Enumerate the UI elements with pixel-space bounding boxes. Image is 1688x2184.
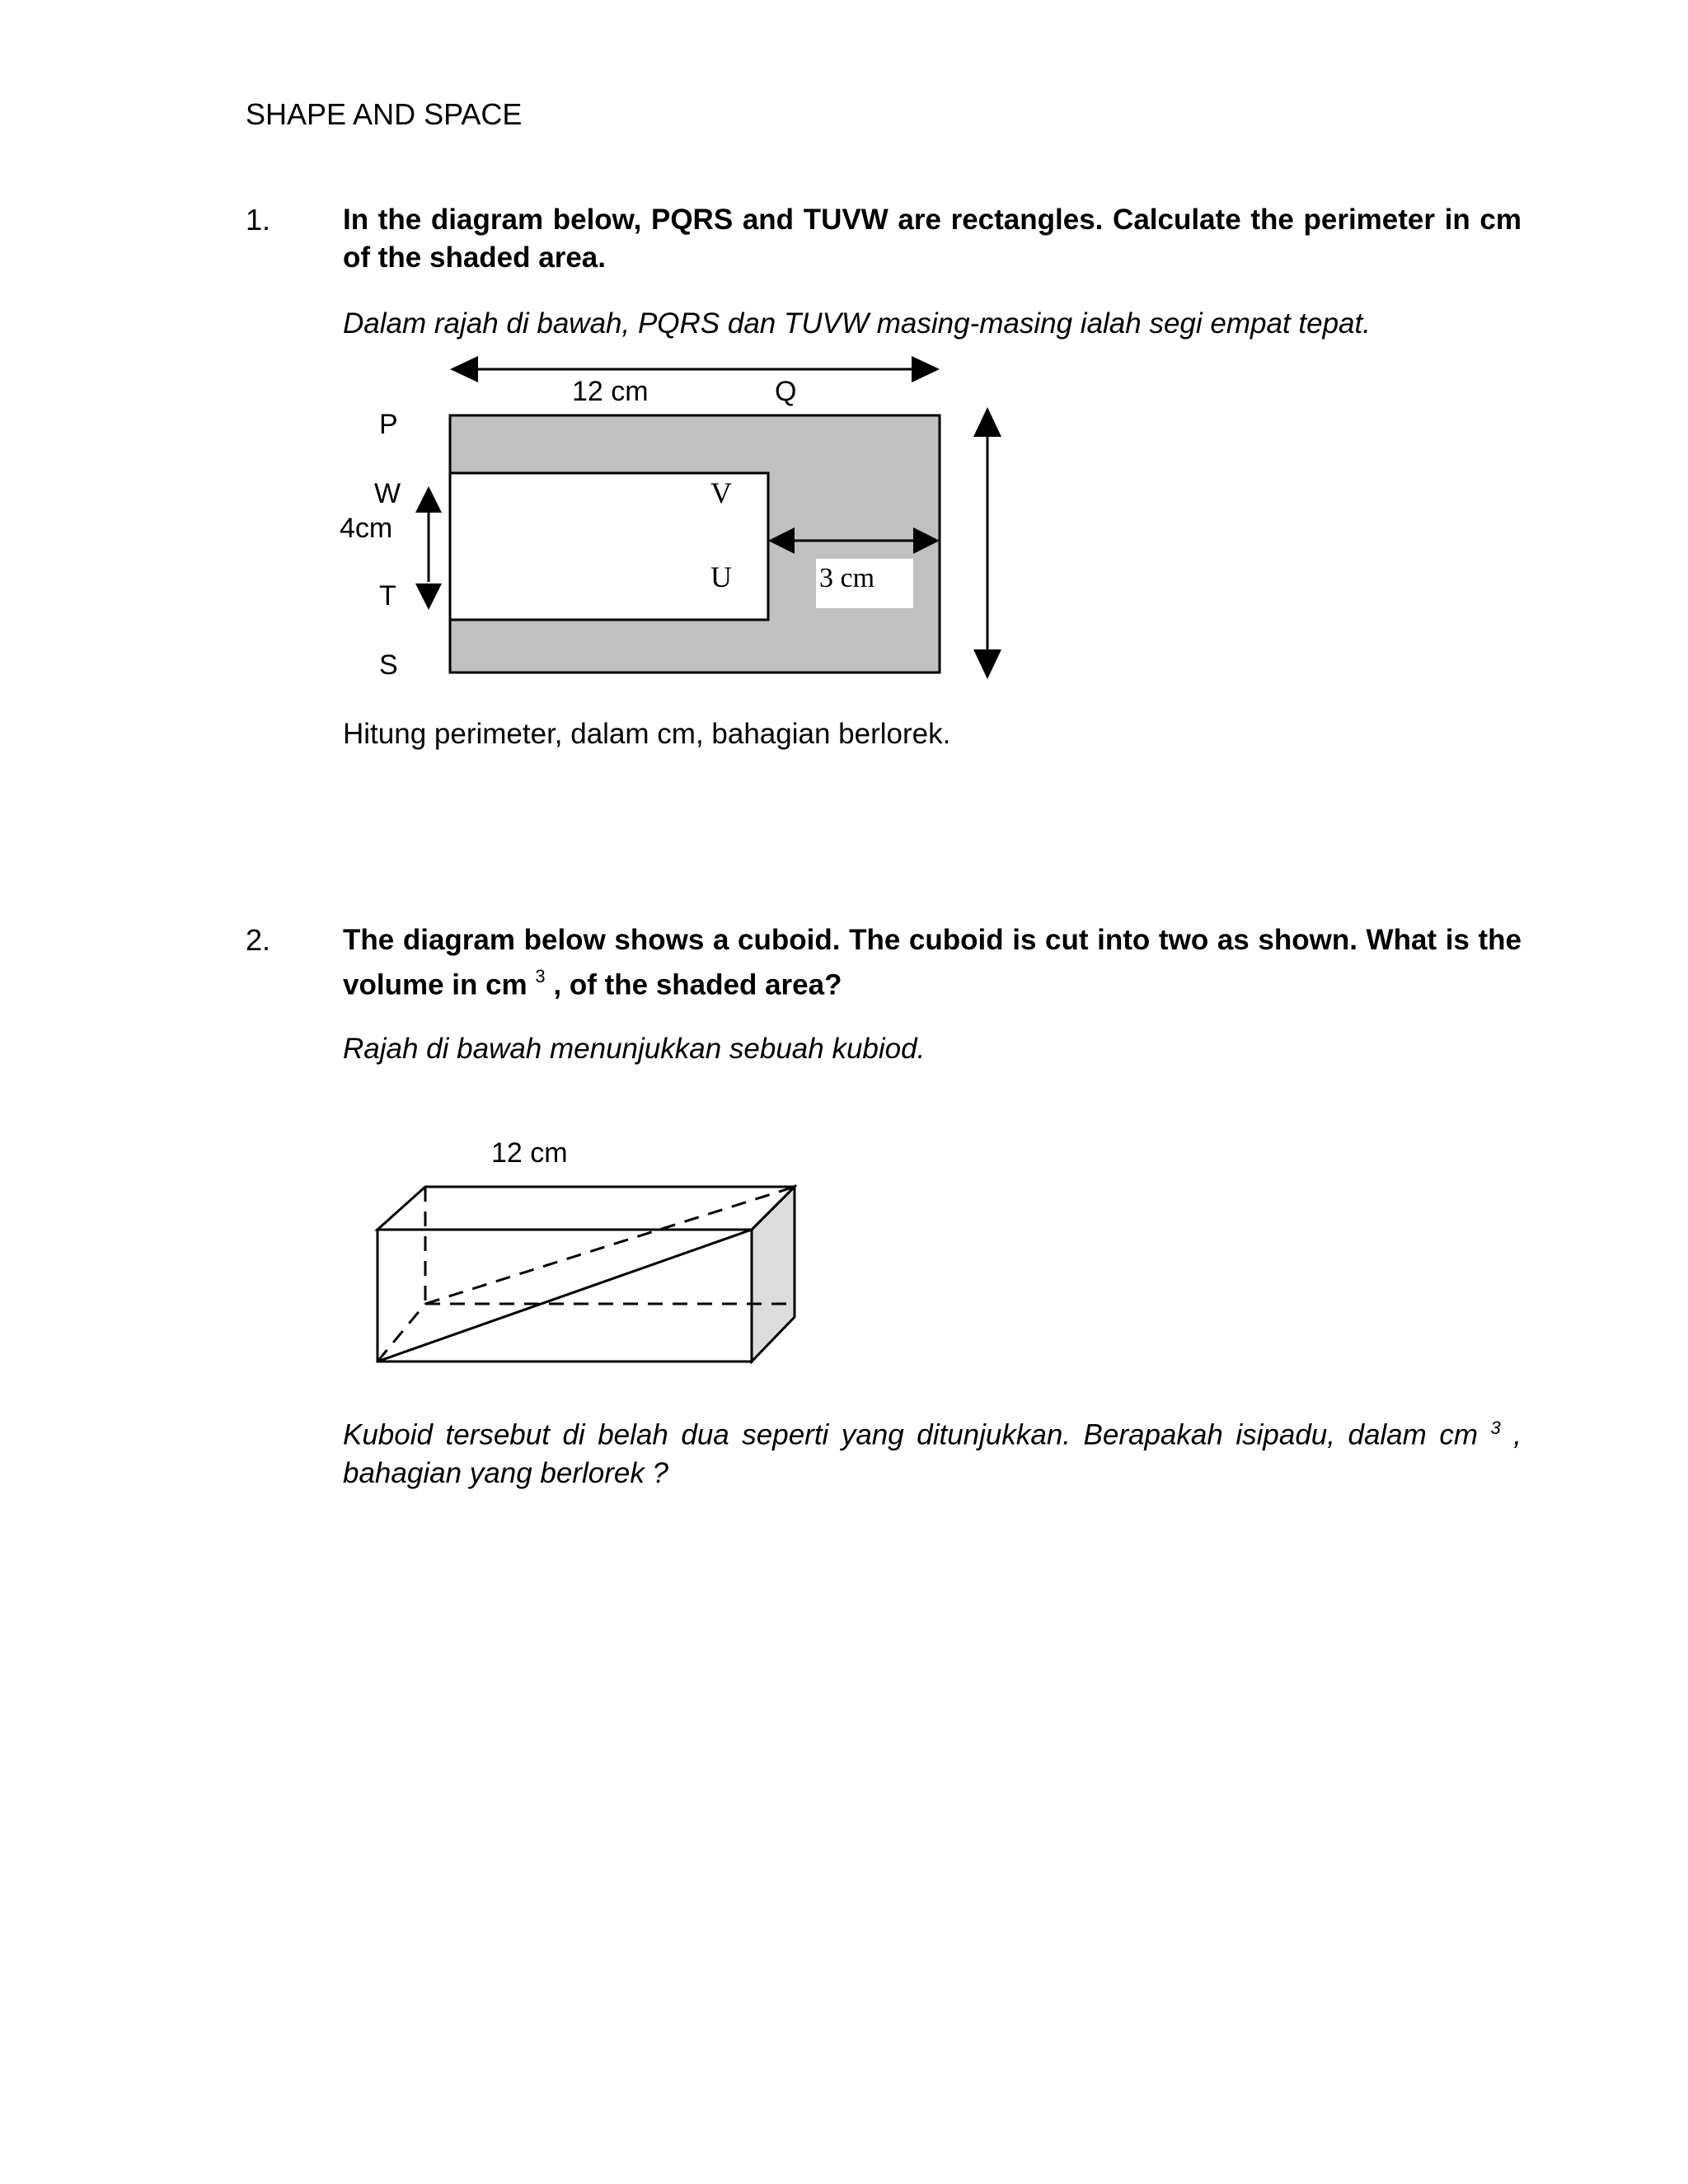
question-2-malay-question-main: Kuboid tersebut di belah dua seperti yang ditunjukkan. Berapakah isipadu, dalam cm	[343, 1418, 1478, 1451]
page-header: SHAPE AND SPACE	[246, 97, 523, 131]
label-left-height: 4cm	[340, 513, 393, 544]
label-Q: Q	[775, 376, 797, 407]
right-height-arrow	[973, 407, 1001, 679]
question-2-malay-superscript: 3	[1490, 1418, 1501, 1438]
question-1-number: 1.	[246, 203, 271, 237]
cuboid-top-face	[377, 1187, 795, 1230]
question-1-text: In the diagram below, PQRS and TUVW are rectangles. Calculate the perimeter in cm of the shaded area.	[343, 204, 1522, 274]
question-2-malay-question	[343, 1409, 1522, 1493]
cuboid-length-label: 12 cm	[491, 1137, 568, 1169]
label-P: P	[379, 409, 398, 440]
label-W: W	[374, 478, 401, 509]
question-2-number: 2.	[246, 923, 271, 957]
cuboid-shaded-face	[752, 1187, 795, 1361]
label-T: T	[379, 580, 396, 612]
label-S: S	[379, 649, 398, 681]
label-inner-gap: 3 cm	[819, 563, 875, 593]
label-U: U	[710, 560, 732, 593]
left-height-arrow	[415, 486, 442, 610]
question-2-text-main: The diagram below shows a cuboid. The cuboid is cut into two as shown. What is the volume in cm	[343, 924, 1522, 1001]
label-top-length: 12 cm	[572, 376, 649, 407]
question-2-text-end: , of the shaded area?	[553, 968, 842, 1001]
question-1-malay-question: Hitung perimeter, dalam cm, bahagian berlorek.	[343, 718, 951, 750]
question-2-cuboid	[377, 1187, 795, 1361]
question-1-malay-intro: Dalam rajah di bawah, PQRS dan TUVW masing-masing ialah segi empat tepat.	[343, 307, 1371, 340]
question-2-malay-question-end: , bahagian yang berlorek ?	[343, 1418, 1522, 1489]
top-length-arrow	[450, 356, 940, 382]
label-V: V	[710, 476, 732, 509]
question-2-superscript: 3	[535, 966, 546, 987]
question-2-text	[343, 921, 1522, 1005]
question-2-malay-intro: Rajah di bawah menunjukkan sebuah kubiod.	[343, 1033, 926, 1065]
